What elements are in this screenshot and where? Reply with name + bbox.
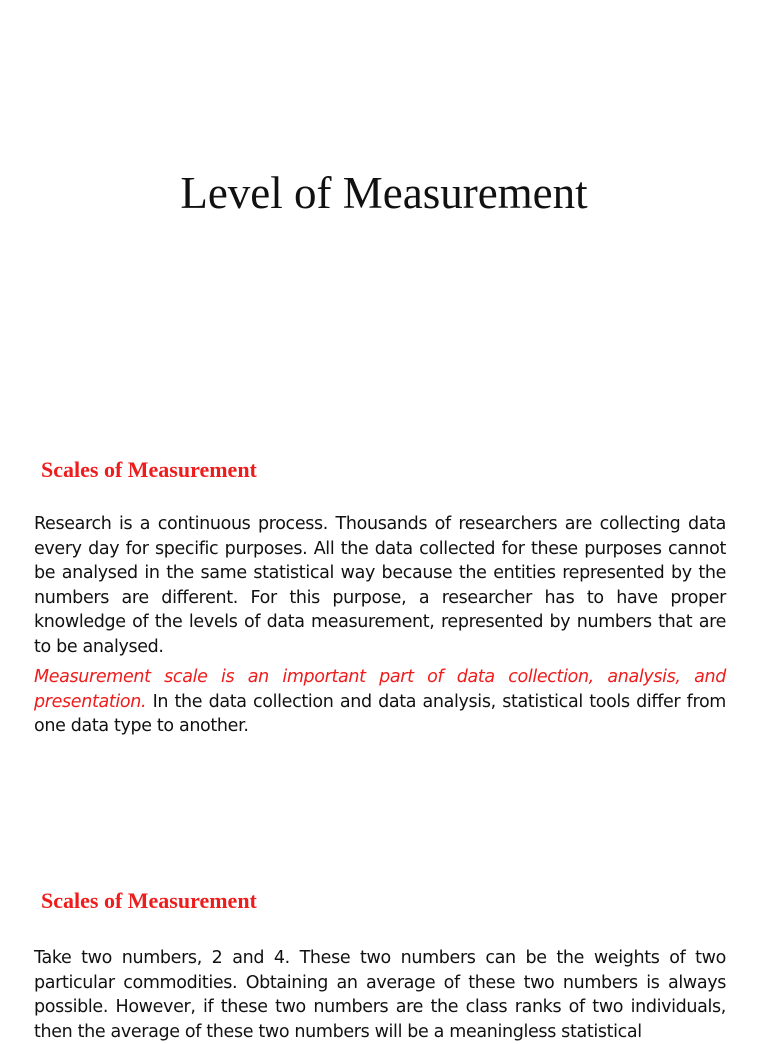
- emphasized-text: Measurement scale is an important part of data collection, analysis, and presentation.: [34, 667, 726, 712]
- section-heading: Scales of Measurement: [41, 888, 257, 913]
- slide-scales-example: [0, 864, 768, 1042]
- slide-title-heading: Level of Measurement: [180, 168, 588, 218]
- body-paragraph-emphasis: [34, 665, 726, 739]
- slide-scales-intro: [0, 432, 768, 864]
- section-heading: Scales of Measurement: [41, 457, 257, 482]
- slide-title: [0, 0, 768, 432]
- body-paragraph: Research is a continuous process. Thousands of researchers are collecting data every day for specific purposes. All the data collected for these purposes cannot be analysed in the same statistical way because the entities represented by the numbers are different. For this purpose, a researcher has to have proper knowledge of the levels of data measurement, represented by numbers that are to be analysed.: [34, 514, 726, 657]
- paragraph-text: In the data collection and data analysis, statistical tools differ from one data type to another.: [34, 691, 726, 736]
- body-paragraph: Take two numbers, 2 and 4. These two numbers can be the weights of two particular commodities. Obtaining an average of these two numbers is always possible. However, if these two numbers are the class ranks of two individuals, then the average of these two numbers will be a meaningless statistical: [34, 948, 726, 1042]
